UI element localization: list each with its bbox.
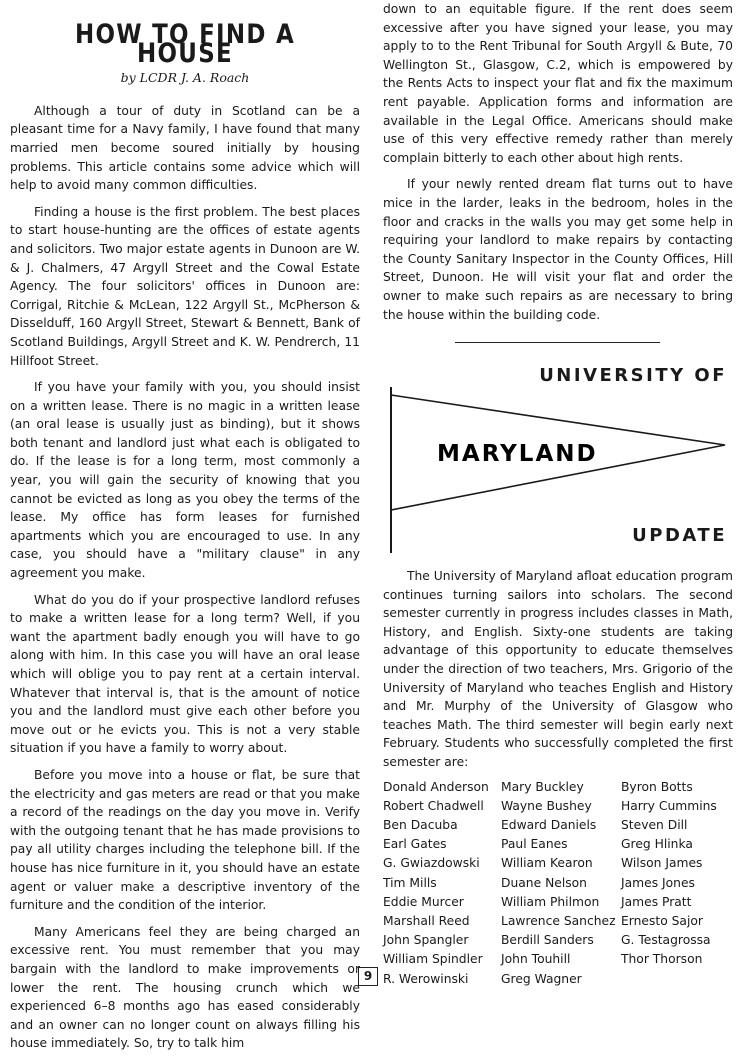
student-name: William Philmon [501,894,600,909]
student-name: Wayne Bushey [501,798,592,813]
article-continued-paragraph: If your newly rented dream flat turns out to have mice in the larder, leaks in the bedroom, holes in the floor and cracks in the walls you may get some help in requiring your landlord to make repairs by contacting the County Sanitary Inspector in the County Offices, Hill Street, Dunoon. He will visit your flat and order the owner to make such repairs as are necessary to bring the house within the building code. [383,177,733,322]
student-name: James Pratt [621,894,692,909]
article-paragraph: Many Americans feel they are being charged an excessive rent. You must remember that you may bargain with the landlord to make improvements or lower the rent. The housing crunch which we experienced 6–8 months ago has eased considerably and an owner can no longer count on always filling his house immediately. So, try to talk him [10,924,360,1051]
name-column [621,778,733,989]
student-name: Greg Hlinka [621,837,693,852]
article-paragraph: Before you move into a house or flat, be sure that the electricity and gas meters are read or that you make a record of the readings on the day you move in. Verify with the outgoing tenant that he has made provisions to pay all utility charges including the telephone bill. If the house has nice furniture in it, you should have an estate agent or valuer make a descriptive inventory of the furniture and the condition of the interior. [10,767,360,913]
student-name: Byron Botts [621,779,693,794]
student-name: Paul Eanes [501,837,568,852]
student-name: William Kearon [501,856,593,871]
student-name: Wilson James [621,856,703,871]
student-name: Ben Dacuba [383,818,458,833]
left-column [10,0,360,1061]
student-name: Ernesto Sajor [621,914,703,929]
page-number: 9 [358,967,378,986]
student-name: Tim Mills [383,875,437,890]
student-name: William Spindler [383,952,483,967]
name-column [383,778,501,989]
name-column [501,778,621,989]
pennant-label: MARYLAND [437,441,598,468]
student-name: Edward Daniels [501,818,597,833]
article-paragraph: Although a tour of duty in Scotland can be a pleasant time for a Navy family, I have found that many married men become soured initially by housing problems. This article contains some advice which will help to avoid many common difficulties. [10,103,360,193]
update-heading-bottom: UPDATE [632,525,727,547]
student-name: Greg Wagner [501,971,582,986]
update-body: The University of Maryland afloat education program continues turning sailors into scholars. The second semester currently in progress includes classes in Math, History, and English. Sixty-one students are taking advantage of this opportunity to educate themselves under the direction of two teachers, Mrs. Grigorio of the University of Maryland who teaches English and History and Mr. Murphy of the University of Glasgow who teaches Math. The third semester will begin early next February. Students who successfully completed the first semester are: [383,569,733,770]
maryland-pennant-header [383,367,733,567]
student-name: Steven Dill [621,818,688,833]
student-name: Donald Anderson [383,779,489,794]
student-name: Thor Thorson [621,952,703,967]
article-paragraph: Finding a house is the first problem. The best places to start house-hunting are the offices of estate agents and solicitors. Two major estate agents in Dunoon are W. & J. Chalmers, 47 Argyll Street and the Cowal Estate Agency. The four solicitors' offices in Dunoon are: Corrigal, Ritchie & McLean, 122 Argyll St., McPherson & Disselduff, 160 Argyll Street, Stewart & Bennett, Bank of Scotland Buildings, Argyll Street and K. W. Pendrerch, 11 Hillfoot Street. [10,204,360,368]
right-column [383,0,733,989]
student-name: Harry Cummins [621,798,717,813]
student-name: John Touhill [501,952,571,967]
update-heading-top: UNIVERSITY OF [539,365,727,387]
student-name: Earl Gates [383,837,447,852]
student-name: Eddie Murcer [383,894,464,909]
graduates-list [383,778,733,989]
student-name: G. Gwiazdowski [383,856,480,871]
student-name: James Jones [621,875,695,890]
student-name: Marshall Reed [383,914,470,929]
student-name: R. Werowinski [383,971,469,986]
student-name: Mary Buckley [501,779,584,794]
student-name: Duane Nelson [501,875,587,890]
section-divider [455,342,660,343]
article-title: HOW TO FIND A HOUSE [75,19,295,69]
student-name: Robert Chadwell [383,798,484,813]
student-name: G. Testagrossa [621,933,711,948]
student-name: Lawrence Sanchez [501,914,616,929]
article-paragraph: What do you do if your prospective landlord refuses to make a written lease for a long term? Well, if you want the apartment badly enough you will have to go along with him. In this case you will have an oral lease which will oblige you to pay rent at a certain interval. Whatever that interval is, that is the amount of notice you and the landlord must give each other before you move out or he evicts you. This is not a very stable situation if you have a family to worry about. [10,592,360,756]
article-paragraph: If you have your family with you, you should insist on a written lease. There is no magic in a written lease (an oral lease is usually just as binding), but it shows both tenant and landlord just what each is obligated to do. If the lease is for a long term, most commonly a year, you will gain the security of knowing that you cannot be evicted as long as you obey the terms of the lease. My office has form leases for furnished apartments which you are encouraged to use. In any case, you should have a "military clause" in any agreement you make. [10,380,360,581]
student-name: John Spangler [383,933,469,948]
article-byline: by LCDR J. A. Roach [120,70,250,86]
student-name: Berdill Sanders [501,933,594,948]
article-continued-paragraph: down to an equitable figure. If the rent does seem excessive after you have signed your lease, you may apply to to the Rent Tribunal for South Argyll & Bute, 70 Wellington St., Glasgow, C.2, which is empowered by the Rents Acts to inspect your flat and fix the maximum rent payable. Application forms and information are available in the Legal Office. Americans should make use of this very effective remedy rather than merely complain bitterly to each other about high rents. [383,2,733,165]
